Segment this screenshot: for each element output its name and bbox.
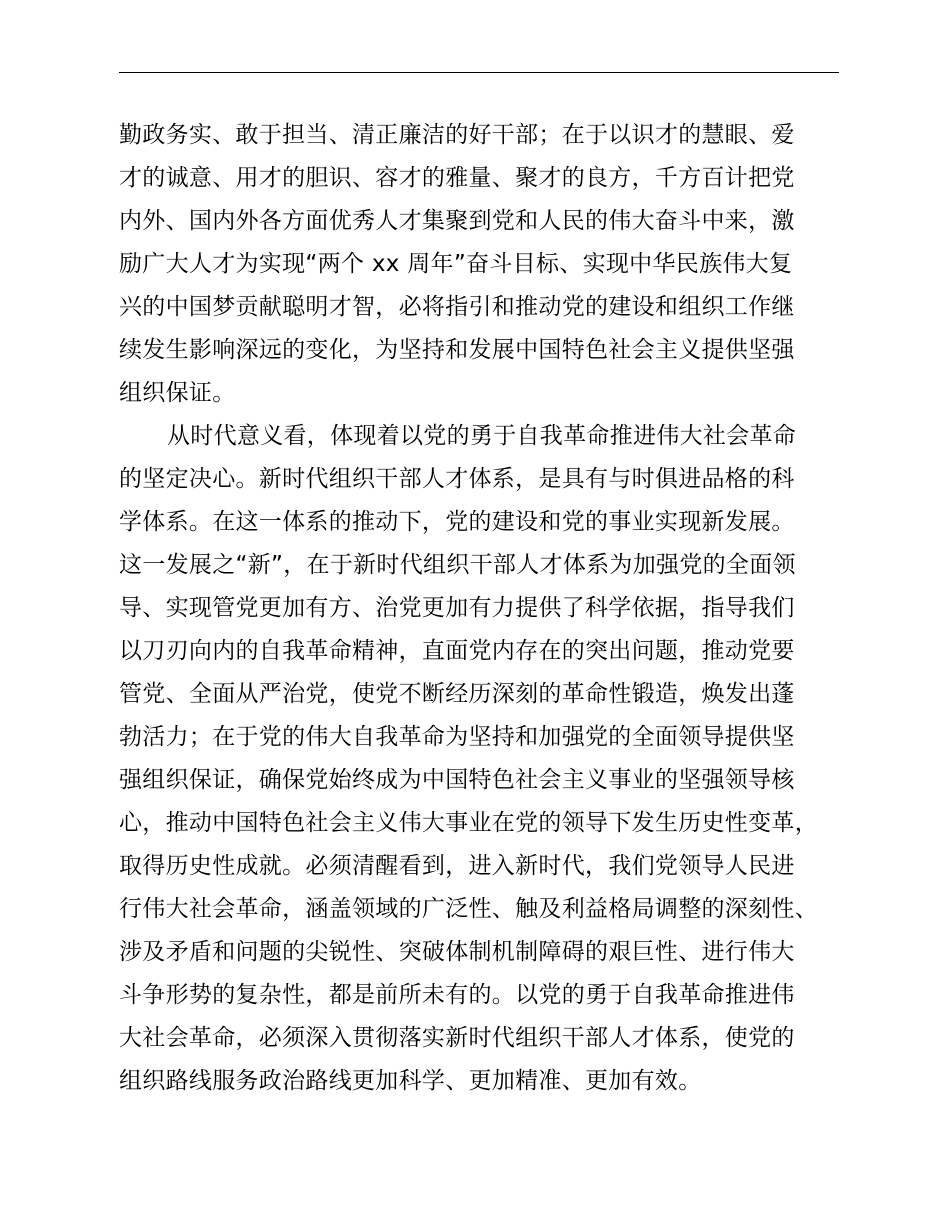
paragraph-line: 取得历史性成就。必须清醒看到，进入新时代，我们党领导人民进 xyxy=(119,853,795,879)
paragraph-line: 以刀刃向内的自我革命精神，直面党内存在的突出问题，推动党要 xyxy=(119,638,795,664)
paragraph-line: 勃活力；在于党的伟大自我革命为坚持和加强党的全面领导提供坚 xyxy=(119,724,795,750)
paragraph-line: 涉及矛盾和问题的尖锐性、突破体制机制障碍的艰巨性、进行伟大 xyxy=(119,939,795,965)
paragraph-line: 这一发展之“新”，在于新时代组织干部人才体系为加强党的全面领 xyxy=(119,552,796,578)
paragraph-line: 行伟大社会革命，涵盖领域的广泛性、触及利益格局调整的深刻性、 xyxy=(119,896,818,922)
paragraph-line: 励广大人才为实现“两个 xx 周年”奋斗目标、实现中华民族伟大复 xyxy=(119,251,793,277)
paragraph-line: 才的诚意、用才的胆识、容才的雅量、聚才的良方，千方百计把党 xyxy=(119,165,795,191)
paragraph-line: 内外、国内外各方面优秀人才集聚到党和人民的伟大奋斗中来，激 xyxy=(119,208,795,234)
paragraph-line: 兴的中国梦贡献聪明才智，必将指引和推动党的建设和组织工作继 xyxy=(119,294,795,320)
paragraph-line: 组织路线服务政治路线更加科学、更加精准、更加有效。 xyxy=(119,1068,702,1094)
paragraph-line: 学体系。在这一体系的推动下，党的建设和党的事业实现新发展。 xyxy=(119,509,795,535)
paragraph-line: 大社会革命，必须深入贯彻落实新时代组织干部人才体系，使党的 xyxy=(119,1025,795,1051)
paragraph-line: 续发生影响深远的变化，为坚持和发展中国特色社会主义提供坚强 xyxy=(119,337,795,363)
paragraph-line: 心，推动中国特色社会主义伟大事业在党的领导下发生历史性变革， xyxy=(119,810,818,836)
paragraph-line: 从时代意义看，体现着以党的勇于自我革命推进伟大社会革命 xyxy=(167,423,797,449)
header-rule xyxy=(119,72,839,73)
paragraph-line: 斗争形势的复杂性，都是前所未有的。以党的勇于自我革命推进伟 xyxy=(119,982,795,1008)
paragraph-line: 组织保证。 xyxy=(119,380,236,406)
paragraph-line: 的坚定决心。新时代组织干部人才体系，是具有与时俱进品格的科 xyxy=(119,466,795,492)
paragraph-line: 勤政务实、敢于担当、清正廉洁的好干部；在于以识才的慧眼、爱 xyxy=(119,122,795,148)
paragraph-line: 管党、全面从严治党，使党不断经历深刻的革命性锻造，焕发出蓬 xyxy=(119,681,795,707)
paragraph-line: 强组织保证，确保党始终成为中国特色社会主义事业的坚强领导核 xyxy=(119,767,795,793)
paragraph-line: 导、实现管党更加有方、治党更加有力提供了科学依据，指导我们 xyxy=(119,595,795,621)
